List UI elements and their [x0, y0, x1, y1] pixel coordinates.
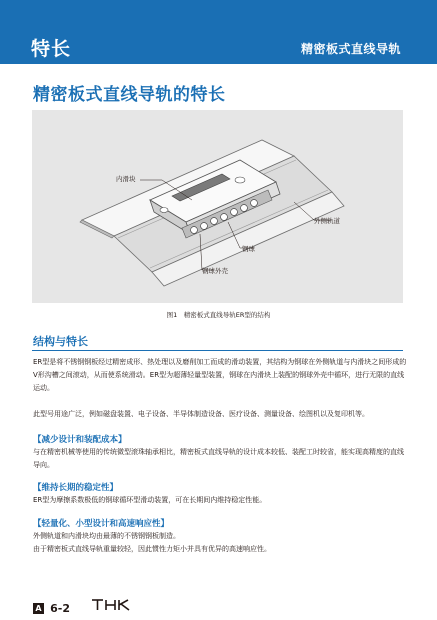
feature-text-lightweight: 外侧轨道和内滑块均由最薄的不锈钢钢板制造。 由于精密板式直线导轨重量较轻，因此惯性力矩小并具有优异的高速响应性。 [33, 532, 271, 553]
section-badge: A [33, 603, 44, 614]
header-section-title: 精密板式直线导轨 [300, 42, 401, 56]
callout-outer-rail: 外侧轨道 [314, 217, 340, 225]
structure-heading: 结构与特长 [33, 335, 88, 348]
feature-heading-stability: 【维持长期的稳定性】 [33, 483, 119, 493]
feature-heading-lightweight: 【轻量化、小型设计和高速响应性】 [33, 519, 170, 529]
header-bar [0, 0, 437, 64]
figure-caption: 图1 精密板式直线导轨ER型的结构 [166, 311, 271, 319]
feature-text-cost: 与在精密机械等使用的传统微型滚珠轴承相比，精密板式直线导轨的设计成本较低、装配工时较省，能实现高精度的直线导向。 [33, 448, 404, 469]
callout-ball-cage: 钢球外壳 [202, 267, 228, 275]
section-divider [32, 350, 403, 351]
callout-ball: 钢球 [242, 245, 255, 253]
structure-paragraph-1: ER型是将不锈钢钢板经过精密成形、热处理以及磨削加工而成的滑动装置，其结构为钢球在外侧轨道与内滑块之间形成的V形沟槽之间滚动，从而使系统滑动。ER型为超薄轻量型装置，钢球在内滑块上装配的钢球外壳中循环，进行无限的直线运动。 [33, 358, 407, 392]
thk-logo [91, 597, 133, 616]
header-title: 特长 [31, 38, 72, 60]
structure-figure [32, 110, 403, 303]
structure-paragraph-2: 此型号用途广泛，例如磁盘装置、电子设备、半导体制造设备、医疗设备、测量设备、绘图机以及复印机等。 [33, 410, 369, 418]
callout-inner-block: 内滑块 [116, 175, 136, 183]
page-title: 精密板式直线导轨的特长 [33, 85, 226, 105]
page-footer [33, 598, 70, 615]
feature-text-stability: ER型为摩擦系数极低的钢球循环型滑动装置，可在长期间内维持稳定性能。 [33, 496, 267, 504]
feature-heading-cost: 【减少设计和装配成本】 [33, 435, 127, 445]
thk-logo-mark [91, 598, 133, 612]
page-number: 6-2 [50, 602, 70, 615]
